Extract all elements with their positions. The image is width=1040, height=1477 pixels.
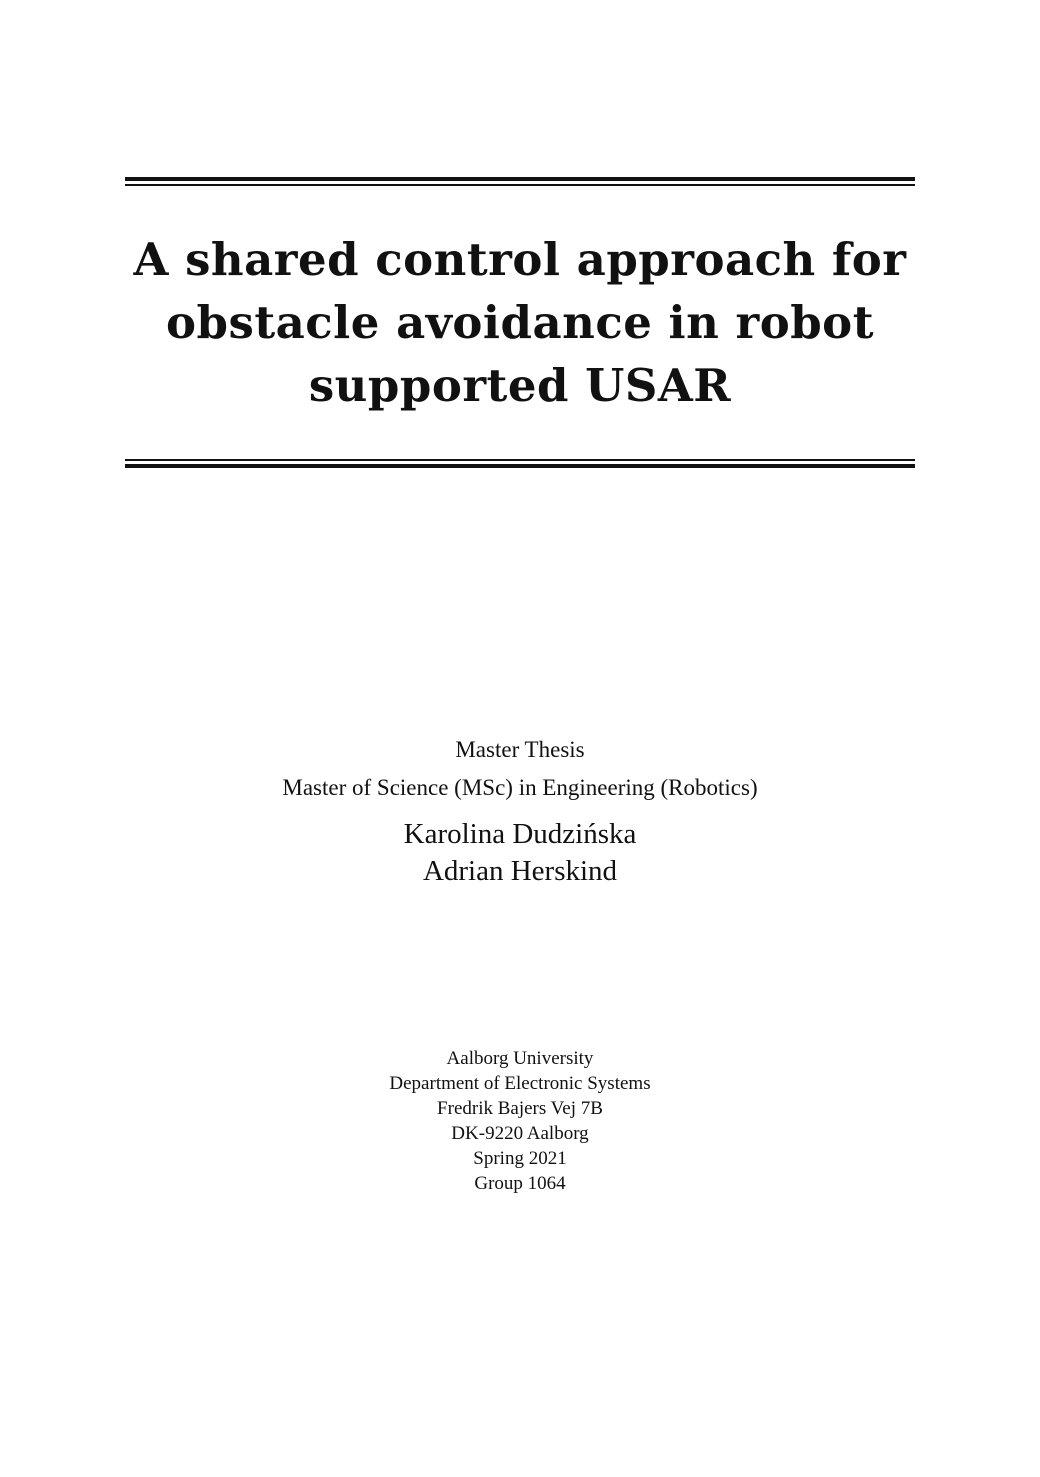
title-line: obstacle avoidance in robot (166, 296, 874, 349)
thin-rule-line (125, 184, 915, 186)
thick-rule-line (125, 464, 915, 468)
thesis-type: Master Thesis (455, 737, 585, 762)
document-title (125, 228, 915, 417)
title-bottom-rule (125, 459, 915, 468)
term: Spring 2021 (473, 1148, 567, 1169)
author-name: Adrian Herskind (422, 855, 618, 887)
street-address: Fredrik Bajers Vej 7B (437, 1098, 603, 1119)
department-name: Department of Electronic Systems (389, 1073, 651, 1094)
author-name: Karolina Dudzińska (403, 818, 637, 850)
author-list (0, 816, 1040, 890)
title-top-rule (125, 177, 915, 186)
title-line: supported USAR (308, 359, 732, 412)
city-postcode: DK-9220 Aalborg (451, 1123, 589, 1144)
title-line: A shared control approach for (133, 233, 907, 286)
institution-address (0, 1046, 1040, 1196)
university-name: Aalborg University (446, 1048, 594, 1069)
degree-name: Master of Science (MSc) in Engineering (Robotics) (282, 775, 758, 800)
thesis-info (0, 736, 1040, 890)
group-number: Group 1064 (474, 1173, 566, 1194)
